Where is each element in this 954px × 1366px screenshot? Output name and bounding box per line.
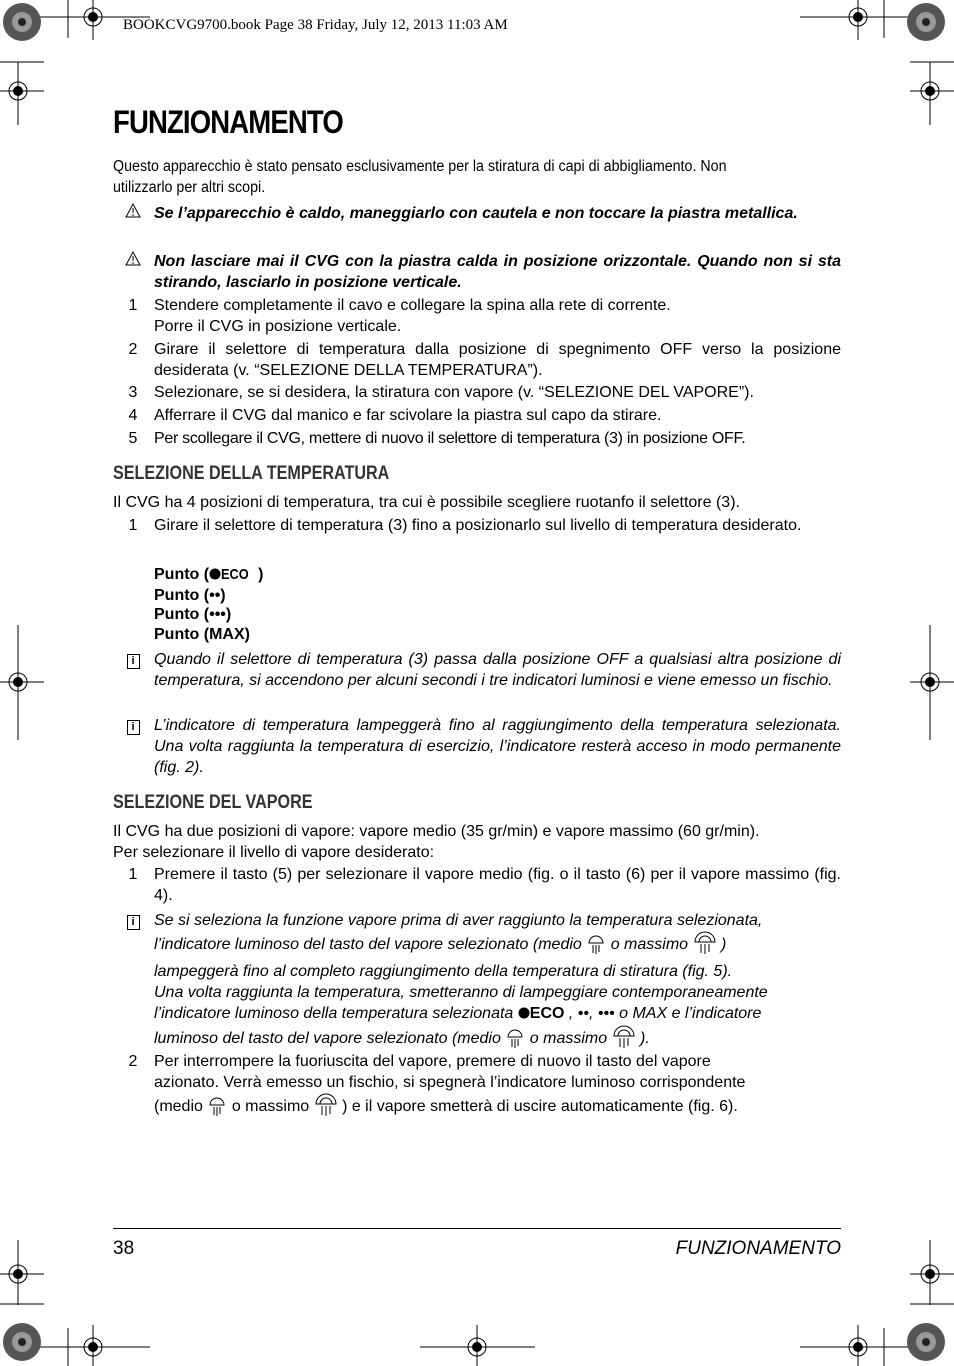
note-text: L’indicatore di temperatura lampeggerà fino al raggiungimento della temperatura selezionata. Una volta raggiunta la temperatura di esercizio, l’indicatore resterà acceso in modo permanente (fig. 2). (154, 717, 841, 776)
intro-text (113, 156, 794, 198)
punto-list (113, 565, 841, 644)
step-text: Afferrare il CVG dal manico e far scivolare la piastra sul capo da stirare. (154, 407, 662, 424)
step-item (113, 1051, 841, 1123)
step-fragment: o massimo (231, 1098, 314, 1115)
intro-line: Per selezionare il livello di vapore desiderato: (113, 844, 435, 861)
punto-prefix: Punto ( (154, 566, 210, 583)
section-heading: SELEZIONE DELLA TEMPERATURA (113, 463, 390, 484)
info-icon: i (127, 720, 140, 735)
step-number: 3 (128, 384, 138, 401)
note-fragment: , ••, ••• o MAX e l’indicatore (564, 1005, 762, 1022)
punto-close: ) (258, 566, 264, 583)
step-text: Girare il selettore di temperatura dalla posizione di spegnimento OFF verso la posizione desiderata (v. “SELEZIONE DELLA TEMPERATURA”). (154, 341, 841, 379)
note-text: Quando il selettore di temperatura (3) passa dalla posizione OFF a qualsiasi altra posizione di temperatura, si accendono per alcuni secondi i tre indicatori luminosi e viene emesso un fischio. (154, 651, 841, 689)
eco-dot-icon (209, 566, 221, 586)
section-heading: SELEZIONE DEL VAPORE (113, 792, 313, 813)
step-text: Per scollegare il CVG, mettere di nuovo il selettore di temperatura (3) in posizione OFF. (154, 430, 746, 447)
step-line: Porre il CVG in posizione verticale. (154, 318, 402, 335)
step-text: Selezionare, se si desidera, la stiratura con vapore (v. “SELEZIONE DEL VAPORE”). (154, 384, 754, 401)
step-number: 2 (128, 1053, 138, 1070)
steam-medium-icon (207, 1095, 227, 1123)
step-item (113, 339, 841, 381)
note-fragment: o massimo (529, 1030, 612, 1047)
note-fragment: ) (720, 936, 727, 953)
warning-item (113, 251, 841, 293)
step-number: 2 (128, 341, 138, 358)
info-icon: i (127, 915, 140, 930)
punto-item: Punto (MAX) (154, 625, 250, 643)
warning-triangle-icon (113, 251, 153, 272)
punto-eco (154, 565, 841, 586)
note-item (113, 910, 841, 1055)
step-number: 5 (128, 430, 138, 447)
step-line: Per interrompere la fuoriuscita del vapore, premere di nuovo il tasto del vapore (154, 1053, 711, 1070)
warning-item (113, 203, 841, 224)
intro-line: Il CVG ha due posizioni di vapore: vapore medio (35 gr/min) e vapore massimo (60 gr/min). (113, 823, 760, 840)
step-text: Girare il selettore di temperatura (3) fino a posizionarlo sul livello di temperatura desiderato. (154, 517, 802, 534)
note-item (113, 649, 841, 691)
step-line: azionato. Verrà emesso un fischio, si spegnerà l’indicatore luminoso corrispondente (154, 1074, 746, 1091)
step-item (113, 515, 841, 536)
eco-label: ECO (221, 566, 249, 583)
eco-label: ECO (529, 1005, 565, 1022)
intro-line: utilizzarlo per altri scopi. (113, 179, 266, 196)
step-fragment: ) e il vapore smetterà di uscire automaticamente (fig. 6). (342, 1098, 738, 1115)
step-number: 1 (128, 297, 138, 314)
step-line (154, 1093, 841, 1123)
note-line: Una volta raggiunta la temperatura, smetteranno di lampeggiare contemporaneamente (154, 984, 768, 1001)
step-item (113, 428, 841, 449)
note-fragment: luminoso del tasto del vapore selezionato (medio (154, 1030, 506, 1047)
warning-text: Non lasciare mai il CVG con la piastra calda in posizione orizzontale. Quando non si sta stirando, lasciarlo in posizione verticale. (154, 253, 841, 291)
step-line: Stendere completamente il cavo e collegare la spina alla rete di corrente. (154, 297, 671, 314)
step-text: Premere il tasto (5) per selezionare il vapore medio (fig. o il tasto (6) per il vapore massimo (fig. 4). (154, 866, 841, 904)
page-title: FUNZIONAMENTO (113, 104, 343, 140)
intro-line: Questo apparecchio è stato pensato esclusivamente per la stiratura di capi di abbigliamento. Non (113, 158, 727, 175)
step-item (113, 382, 841, 403)
steam-max-icon (314, 1093, 338, 1123)
step-number: 1 (128, 866, 138, 883)
step-fragment: (medio (154, 1098, 208, 1115)
step-item (113, 405, 841, 426)
eco-dot-icon (518, 1004, 530, 1025)
warning-text: Se l’apparecchio è caldo, maneggiarlo con cautela e non toccare la piastra metallica. (154, 205, 798, 222)
steam-max-icon (693, 931, 717, 961)
footer-title: FUNZIONAMENTO (675, 1238, 841, 1259)
note-line (154, 1003, 841, 1025)
warning-triangle-icon (113, 203, 153, 224)
note-item (113, 715, 841, 778)
punto-item: Punto (••) (154, 586, 226, 604)
section-intro: Il CVG ha 4 posizioni di temperatura, tra cui è possibile scegliere ruotanfo il selettore (3). (113, 494, 740, 511)
note-line: lampeggerà fino al completo raggiungimento della temperatura di stiratura (fig. 5). (154, 963, 733, 980)
footer-rule (113, 1228, 841, 1229)
note-line: Se si seleziona la funzione vapore prima di aver raggiunto la temperatura selezionata, (154, 912, 763, 929)
note-fragment: o massimo (610, 936, 693, 953)
step-item (113, 295, 841, 337)
info-icon: i (127, 654, 140, 669)
print-header: BOOKCVG9700.book Page 38 Friday, July 12, 2013 11:03 AM (123, 17, 508, 33)
page-number: 38 (113, 1238, 135, 1259)
note-fragment: l’indicatore luminoso del tasto del vapore selezionato (medio (154, 936, 587, 953)
punto-item: Punto (•••) (154, 606, 232, 623)
note-fragment: ). (640, 1030, 650, 1047)
step-number: 4 (128, 407, 138, 424)
note-line (154, 931, 841, 961)
note-fragment: l’indicatore luminoso della temperatura selezionata (154, 1005, 518, 1022)
step-number: 1 (128, 517, 138, 534)
step-item (113, 864, 841, 906)
steam-medium-icon (586, 933, 606, 961)
section-intro (113, 821, 841, 863)
